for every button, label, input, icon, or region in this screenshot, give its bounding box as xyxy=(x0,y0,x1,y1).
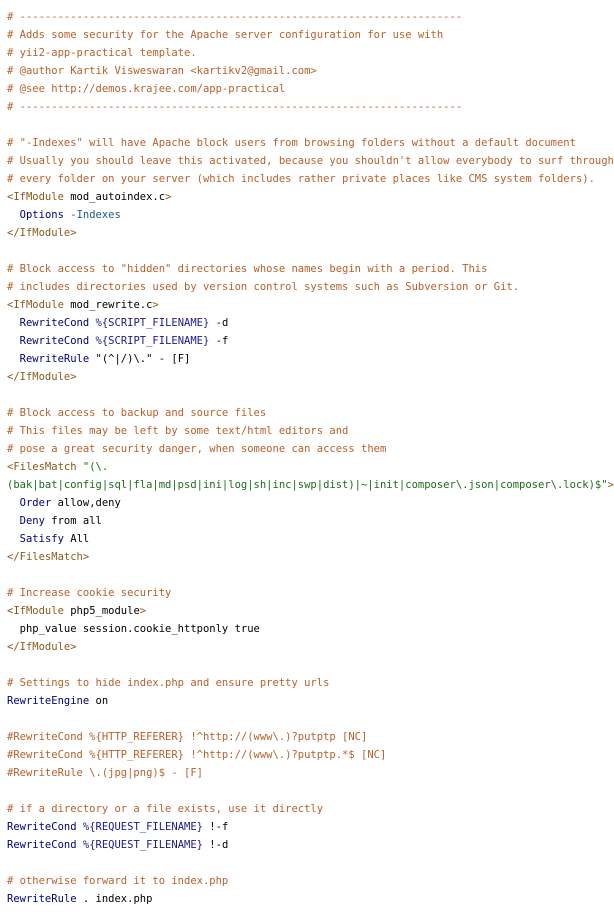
text-token: mod_rewrite.c xyxy=(63,299,153,311)
code-line xyxy=(7,422,600,440)
comment-token: # pose a great security danger, when someone can access them xyxy=(7,443,387,455)
directive-token: Order xyxy=(19,497,52,509)
code-line xyxy=(7,386,600,404)
code-line xyxy=(7,818,600,836)
code-line xyxy=(7,710,600,728)
code-line xyxy=(7,656,600,674)
code-line xyxy=(7,548,600,566)
text-token xyxy=(7,317,20,329)
comment-token: # This files may be left by some text/html editors and xyxy=(7,425,349,437)
directive-token: RewriteEngine xyxy=(7,695,90,707)
text-token: php5_module xyxy=(63,605,140,617)
comment-token: # ---------------------------------------------------------------------- xyxy=(7,11,463,23)
directive-token: Options xyxy=(19,209,64,221)
code-line xyxy=(7,620,600,638)
comment-token: #RewriteRule \.(jpg|png)$ - [F] xyxy=(7,767,203,779)
code-line xyxy=(7,260,600,278)
code-line xyxy=(7,188,600,206)
text-token: -d xyxy=(209,317,229,329)
code-line xyxy=(7,584,600,602)
code-line xyxy=(7,278,600,296)
text-token: allow,deny xyxy=(51,497,121,509)
code-line xyxy=(7,872,600,890)
code-line xyxy=(7,44,600,62)
directive-token: Satisfy xyxy=(19,533,64,545)
comment-token: # @see http://demos.krajee.com/app-practical xyxy=(7,83,286,95)
code-line xyxy=(7,350,600,368)
text-token xyxy=(7,515,20,527)
code-line xyxy=(7,602,600,620)
directive-token: RewriteRule xyxy=(7,893,77,905)
code-line xyxy=(7,800,600,818)
comment-token: # ---------------------------------------------------------------------- xyxy=(7,101,463,113)
text-token: "(^|/)\." - [F] xyxy=(89,353,191,365)
comment-token: # yii2-app-practical template. xyxy=(7,47,197,59)
string-token: (bak|bat|config|sql|fla|md|psd|ini|log|sh|inc|swp|dist)|~|init|composer\.json|composer\.lock)$" xyxy=(7,479,608,491)
text-token: -f xyxy=(209,335,229,347)
tag-token: <FilesMatch xyxy=(7,461,77,473)
code-line xyxy=(7,26,600,44)
comment-token: # Increase cookie security xyxy=(7,587,172,599)
string-token: "(\. xyxy=(82,461,109,473)
code-line xyxy=(7,8,600,26)
code-line xyxy=(7,458,600,476)
tag-token: > xyxy=(607,479,614,491)
comment-token: # Block access to "hidden" directories whose names begin with a period. This xyxy=(7,263,488,275)
comment-token: # includes directories used by version control systems such as Subversion or Git. xyxy=(7,281,520,293)
code-line xyxy=(7,368,600,386)
text-token xyxy=(7,353,20,365)
tag-token: <IfModule xyxy=(7,605,64,617)
text-token: . index.php xyxy=(76,893,153,905)
text-token xyxy=(7,497,20,509)
text-token: php_value session.cookie_httponly true xyxy=(7,623,260,635)
code-line xyxy=(7,116,600,134)
comment-token: #RewriteCond %{HTTP_REFERER} !^http://(www\.)?putptp.*$ [NC] xyxy=(7,749,387,761)
variable-token: %{REQUEST_FILENAME} xyxy=(82,821,203,833)
text-token xyxy=(7,335,20,347)
code-line xyxy=(7,638,600,656)
directive-token: RewriteCond xyxy=(7,821,77,833)
code-line xyxy=(7,62,600,80)
text-token: mod_autoindex.c xyxy=(63,191,166,203)
code-line xyxy=(7,152,614,170)
comment-token: # Settings to hide index.php and ensure pretty urls xyxy=(7,677,330,689)
text-token xyxy=(7,533,20,545)
comment-token: # if a directory or a file exists, use it directly xyxy=(7,803,324,815)
variable-token: %{SCRIPT_FILENAME} xyxy=(95,317,210,329)
code-line xyxy=(7,692,600,710)
code-line xyxy=(7,134,600,152)
code-line xyxy=(7,566,600,584)
tag-token: > xyxy=(165,191,172,203)
tag-token: <IfModule xyxy=(7,299,64,311)
text-token: !-d xyxy=(202,839,229,851)
tag-token: </IfModule> xyxy=(7,371,77,383)
code-line xyxy=(7,764,600,782)
directive-token: Deny xyxy=(19,515,45,527)
tag-token: > xyxy=(139,605,147,617)
comment-token: # "-Indexes" will have Apache block users from browsing folders without a default document xyxy=(7,137,576,149)
code-line xyxy=(7,854,600,872)
code-line xyxy=(7,836,600,854)
tag-token: <IfModule xyxy=(7,191,64,203)
code-line xyxy=(7,296,600,314)
comment-token: # every folder on your server (which includes rather private places like CMS system folders). xyxy=(7,173,595,185)
text-token: !-f xyxy=(202,821,229,833)
comment-token: # Usually you should leave this activated, because you shouldn't allow everybody to surf through xyxy=(7,155,614,167)
directive-token: RewriteCond xyxy=(19,317,90,329)
code-line xyxy=(7,512,600,530)
tag-token: </FilesMatch> xyxy=(7,551,90,563)
code-line xyxy=(7,242,600,260)
tag-token: </IfModule> xyxy=(7,641,77,653)
comment-token: #RewriteCond %{HTTP_REFERER} !^http://(www\.)?putptp [NC] xyxy=(7,731,368,743)
code-listing xyxy=(7,8,614,908)
code-line xyxy=(7,332,600,350)
code-line xyxy=(7,404,600,422)
tag-token: </IfModule> xyxy=(7,227,77,239)
code-line xyxy=(7,98,600,116)
code-line xyxy=(7,170,600,188)
text-token xyxy=(7,209,20,221)
text-token: on xyxy=(89,695,109,707)
code-line xyxy=(7,440,600,458)
variable-token: %{REQUEST_FILENAME} xyxy=(82,839,203,851)
code-line xyxy=(7,674,600,692)
tag-token: > xyxy=(152,299,159,311)
directive-token: RewriteCond xyxy=(19,335,90,347)
code-line xyxy=(7,890,600,908)
code-line xyxy=(7,746,600,764)
keyword-token: -Indexes xyxy=(70,209,121,221)
comment-token: # otherwise forward it to index.php xyxy=(7,875,229,887)
comment-token: # Adds some security for the Apache server configuration for use with xyxy=(7,29,444,41)
text-token: from all xyxy=(44,515,102,527)
code-line xyxy=(7,80,600,98)
code-line xyxy=(7,314,600,332)
variable-token: %{SCRIPT_FILENAME} xyxy=(95,335,210,347)
code-line xyxy=(7,782,600,800)
code-line xyxy=(7,530,600,548)
code-line xyxy=(7,206,600,224)
code-line xyxy=(7,494,600,512)
code-line xyxy=(7,476,614,494)
code-line xyxy=(7,728,600,746)
comment-token: # Block access to backup and source files xyxy=(7,407,267,419)
code-line xyxy=(7,224,600,242)
directive-token: RewriteCond xyxy=(7,839,77,851)
comment-token: # @author Kartik Visweswaran <kartikv2@gmail.com> xyxy=(7,65,317,77)
directive-token: RewriteRule xyxy=(19,353,90,365)
text-token: All xyxy=(63,533,90,545)
